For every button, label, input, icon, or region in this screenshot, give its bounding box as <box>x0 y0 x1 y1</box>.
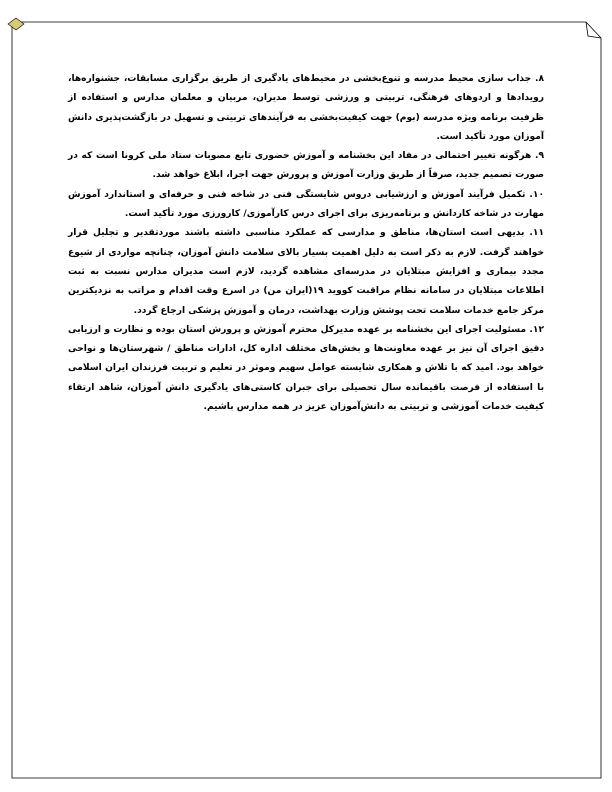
paragraph-item-12: ۱۲. مسئولیت اجرای این بخشنامه بر عهده مدیرکل محترم آموزش و پرورش استان بوده و نظارت و ارزیابی دقیق اجرای آن نیز بر عهده معاونت‌ها و بخش‌های مختلف اداره کل، ادارات مناطق / شهرستان‌ها و نواحی خواهد بود. امید که با تلاش و همکاری شایسته عوامل سهیم وموثر در تعلیم و تربیت فرزندان ایران اسلامی با استفاده از فرصت باقیمانده سال تحصیلی برای جبران کاستی‌های یادگیری دانش آموزان، شاهد ارتقاء کیفیت خدمات آموزشی و تربیتی به دانش‌آموزان عزیز در همه مدارس باشیم. <box>68 324 544 413</box>
paragraph-item-8: ۸. جذاب سازی محیط مدرسه و تنوع‌بخشی در محیط‌های یادگیری از طریق برگزاری مسابقات، جشنواره‌ها، رویدادها و اردوهای فرهنگی، تربیتی و ورزشی توسط مدیران، مربیان و معلمان مدارس و استفاده از ظرفیت برنامه ویژه مدرسه (بوم) جهت کیفیت‌بخشی به فرآیندهای تربیتی و تسهیل در بازگشت‌پذیری دانش آموزان مورد تأکید است. <box>68 74 544 142</box>
paragraph-item-10: ۱۰. تکمیل فرآیند آموزش و ارزشیابی دروس شایستگی فنی در شاخه فنی و حرفه‌ای و استاندارد آموزش مهارت در شاخه کاردانش و برنامه‌ریزی برای اجرای درس کارآموزی/ کارورزی مورد تأکید است. <box>68 189 544 220</box>
document-body <box>68 70 544 417</box>
paragraph-item-11: ۱۱. بدیهی است استان‌ها، مناطق و مدارسی که عملکرد مناسبی داشته باشند موردتقدیر و تجلیل قرار خواهند گرفت. لازم به ذکر است به دلیل اهمیت بسیار بالای سلامت دانش آموزان، چنانچه مواردی از شیوع مجدد بیماری و افزایش مبتلایان در مدرسه‌ای مشاهده گردید، لازم است مدیران مدارس نسبت به ثبت اطلاعات مبتلایان در سامانه نظام مراقبت کووید ۱۹(ایران من) در اسرع وقت اقدام و مراتب به نزدیکترین مرکز جامع خدمات سلامت تحت پوشش وزارت بهداشت، درمان و آموزش پزشکی ارجاع گردد. <box>68 228 544 316</box>
paragraph-item-9: ۹. هرگونه تغییر احتمالی در مفاد این بخشنامه و آموزش حضوری تابع مصوبات ستاد ملی کرونا است که در صورت تصمیم جدید، صرفاً از طریق وزارت آموزش و پرورش جهت اجرا، ابلاغ خواهد شد. <box>68 151 544 181</box>
